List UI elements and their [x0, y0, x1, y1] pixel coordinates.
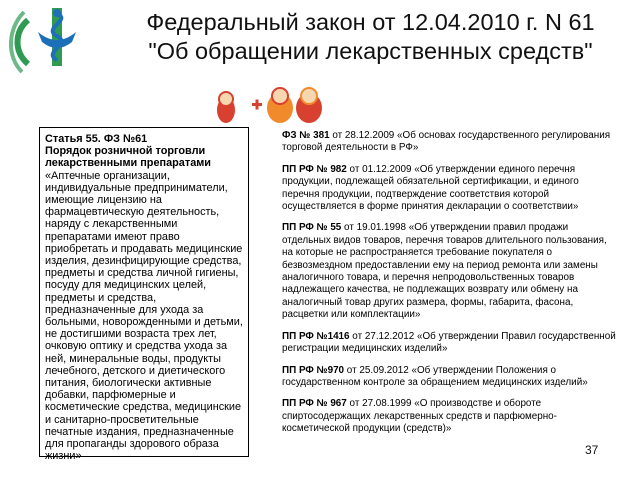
regulation-ref: ПП РФ № 967: [282, 398, 347, 410]
title-line-2: "Об обращении лекарственных средств": [148, 38, 593, 64]
list-item: [282, 398, 618, 435]
article-label: Статья 55. ФЗ №61: [45, 133, 148, 145]
article-body: «Аптечные организации, индивидуальные предприниматели, имеющие лицензию на фармацевтическую деятельность, наряду с лекарственными препаратами имеют право приобретать и продавать медицинские изделия, дезинфицирующие средства, предметы и средства личной гигиены, посуду для медицинских целей, предметы и средства, предназначенные для ухода за больными, новорожденными и детьми, не достигшими возраста трех лет, очковую оптику и средства ухода за ней, минеральные воды, продукты лечебного, детского и диетического питания, биологически активные добавки, парфюмерные и косметические средства, медицинские и санитарно-просветительные печатные издания, предназначенные для пропаганды здорового образа жизни»: [45, 169, 243, 463]
regulation-text: от 28.12.2009 «Об основах государственного регулирования торговой деятельности в РФ»: [282, 130, 611, 154]
regulation-text: от 19.01.1998 «Об утверждении правил продажи отдельных видов товаров, перечня товаров длительного пользования, на которые не распространяется требование покупателя о безвозмездном предоставлении ему на период ремонта или замены аналогичного товара, и перечня непродовольственных товаров надлежащего качества, не подлежащих возврату или обмену на аналогичный товар других размера, формы, габарита, фасона, расцветки или комплектации»: [282, 222, 607, 321]
regulation-text: от 01.12.2009 «Об утверждении единого перечня продукции, подлежащей обязательной сертификации, и единого перечня продукции, подтверждение соответствия которой осуществляется в форме принятия декларации о соответствии»: [282, 163, 579, 213]
article-55-box: [39, 127, 249, 463]
article-heading: Порядок розничной торговли лекарственными препаратами: [45, 145, 211, 170]
list-item: [282, 365, 618, 390]
pharmacy-snake-bowl-icon: [8, 2, 108, 82]
regulation-text: от 25.09.2012 «Об утверждении Положения о государственном контроле за обращением медицинских изделий»: [282, 364, 588, 388]
regulation-text: от 27.08.1999 «О производстве и обороте спиртосодержащих лекарственных средств и парфюмерно-косметической продукции (средств)»: [282, 398, 557, 435]
title-line-1: Федеральный закон от 12.04.2010 г. N 61: [146, 9, 595, 35]
regulation-ref: ПП РФ № 55: [282, 222, 342, 234]
list-item: [282, 331, 618, 356]
page-title: [108, 8, 633, 66]
list-item: [282, 130, 618, 155]
regulation-text: от 27.12.2012 «Об утверждении Правил государственной регистрации медицинских изделий»: [282, 330, 616, 355]
regulation-ref: ФЗ № 381: [282, 130, 330, 141]
page-number: 37: [585, 443, 599, 457]
regulation-ref: ПП РФ № 982: [282, 163, 347, 175]
regulations-list: [282, 130, 618, 445]
regulation-ref: ПП РФ №970: [282, 364, 345, 376]
list-item: [282, 164, 618, 214]
matryoshka-dolls-icon: [216, 84, 326, 124]
regulation-ref: ПП РФ №1416: [282, 330, 350, 342]
list-item: [282, 222, 618, 321]
